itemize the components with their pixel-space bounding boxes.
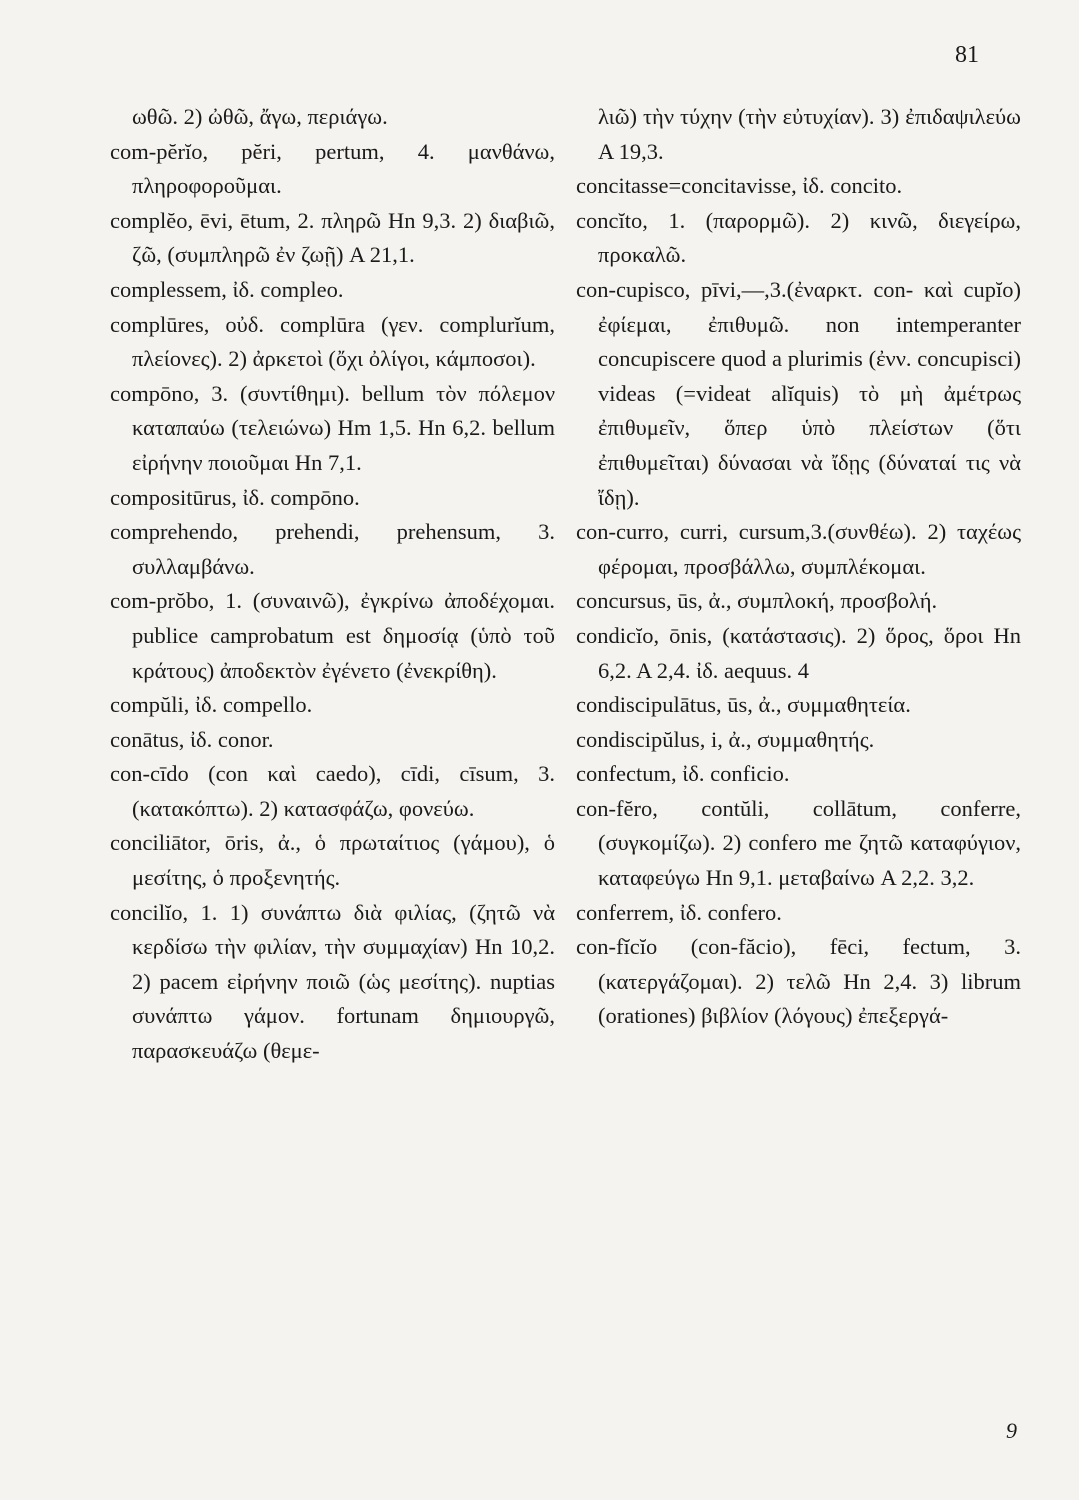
dictionary-entry: compositūrus, ἰδ. compōno.: [110, 484, 360, 510]
dictionary-entry: comprehendo, prehendi, prehensum, 3. συλλαμβάνω.: [110, 519, 555, 579]
dictionary-entry: con-curro, curri, cursum,3.(συνθέω). 2) ταχέως φέρομαι, προσβάλλω, συμπλέκομαι.: [576, 519, 1021, 579]
dictionary-entry: concilĭo, 1. 1) συνάπτω διὰ φιλίας, (ζητῶ νὰ κερδίσω τὴν φιλίαν, τὴν συμμαχίαν) Hn 10,2. 2) pacem εἰρήνην ποιῶ (ὡς μεσίτης). nuptias συνάπτω γάμον. fortunam δημιουργῶ, παρασκευάζω (θεμε-: [110, 899, 555, 1064]
dictionary-entry: con-fĭcĭo (con-făcio), fēci, fectum, 3. (κατεργάζομαι). 2) τελῶ Hn 2,4. 3) librum (orationes) βιβλίον (λόγους) ἐπεξεργά-: [576, 934, 1021, 1029]
dictionary-entry: con-fĕro, contŭli, collātum, conferre, (συγκομίζω). 2) confero me ζητῶ καταφύγιον, καταφεύγω Hn 9,1. μεταβαίνω A 2,2. 3,2.: [576, 795, 1021, 891]
dictionary-entry: conferrem, ἰδ. confero.: [576, 899, 782, 925]
dictionary-entry: condiscipŭlus, i, ἀ., συμμαθητής.: [576, 726, 875, 752]
dictionary-entry: condiscipulātus, ūs, ἀ., συμμαθητεία.: [576, 692, 911, 718]
dictionary-entry: λιῶ) τὴν τύχην (τὴν εὐτυχίαν). 3) ἐπιδαψιλεύω A 19,3.: [598, 104, 1021, 164]
dictionary-entry: condicĭo, ōnis, (κατάστασις). 2) ὅρος, ὅροι Hn 6,2. A 2,4. ἰδ. aequus. 4: [576, 622, 1021, 683]
dictionary-entry: compōno, 3. (συντίθημι). bellum τὸν πόλεμον καταπαύω (τελειώνω) Hm 1,5. Hn 6,2. bellum εἰρήνην ποιοῦμαι Hn 7,1.: [110, 380, 555, 475]
dictionary-entry: complessem, ἰδ. compleo.: [110, 276, 344, 302]
right-column: [576, 100, 1021, 1034]
dictionary-entry: concĭto, 1. (παρορμῶ). 2) κινῶ, διεγείρω, προκαλῶ.: [576, 207, 1021, 268]
dictionary-entry: compŭli, ἰδ. compello.: [110, 692, 313, 718]
dictionary-entry: complĕo, ēvi, ētum, 2. πληρῶ Hn 9,3. 2) διαβιῶ, ζῶ, (συμπληρῶ ἐν ζωῇ) A 21,1.: [110, 207, 555, 268]
dictionary-entry: conātus, ἰδ. conor.: [110, 726, 274, 752]
dictionary-entry: concitasse=concitavisse, ἰδ. concito.: [576, 173, 903, 199]
dictionary-entry: com-prŏbo, 1. (συναινῶ), ἐγκρίνω ἀποδέχομαι. publice camprobatum est δημοσίᾳ (ὑπὸ τοῦ κράτους) ἀποδεκτὸν ἐγένετο (ἐνεκρίθη).: [110, 588, 555, 683]
page-number: 81: [955, 42, 979, 68]
dictionary-entry: confectum, ἰδ. conficio.: [576, 761, 790, 787]
dictionary-entry: conciliātor, ōris, ἀ., ὁ πρωταίτιος (γάμου), ὁ μεσίτης, ὁ προξενητής.: [110, 830, 555, 891]
dictionary-entry: com-pĕrĭo, pĕri, pertum, 4. μανθάνω, πληροφοροῦμαι.: [110, 138, 555, 199]
left-column: [110, 100, 555, 1069]
dictionary-entry: con-cīdo (con καὶ caedo), cīdi, cīsum, 3. (κατακόπτω). 2) κατασφάζω, φονεύω.: [110, 761, 555, 821]
signature-mark: 9: [1006, 1418, 1017, 1443]
dictionary-entry: complūres, οὐδ. complūra (γεν. complurĭum, πλείονες). 2) ἀρκετοὶ (ὄχι ὀλίγοι, κάμποσοι).: [110, 311, 555, 372]
dictionary-entry: concursus, ūs, ἀ., συμπλοκή, προσβολή.: [576, 588, 938, 614]
dictionary-entry: con-cupisco, pīvi,—,3.(ἐναρκτ. con- καὶ cupĭo) ἐφίεμαι, ἐπιθυμῶ. non intemperanter concupiscere quod a plurimis (ἐνν. concupisci) videas (=videat alĭquis) τὸ μὴ ἀμέτρως ἐπιθυμεῖν, ὅπερ ὑπὸ πλείστων (ὅτι ἐπιθυμεῖται) δύνασαι νὰ ἴδῃς (δύναταί τις νὰ ἴδῃ).: [576, 276, 1021, 510]
dictionary-entry: ωθῶ. 2) ὠθῶ, ἄγω, περιάγω.: [132, 104, 388, 129]
